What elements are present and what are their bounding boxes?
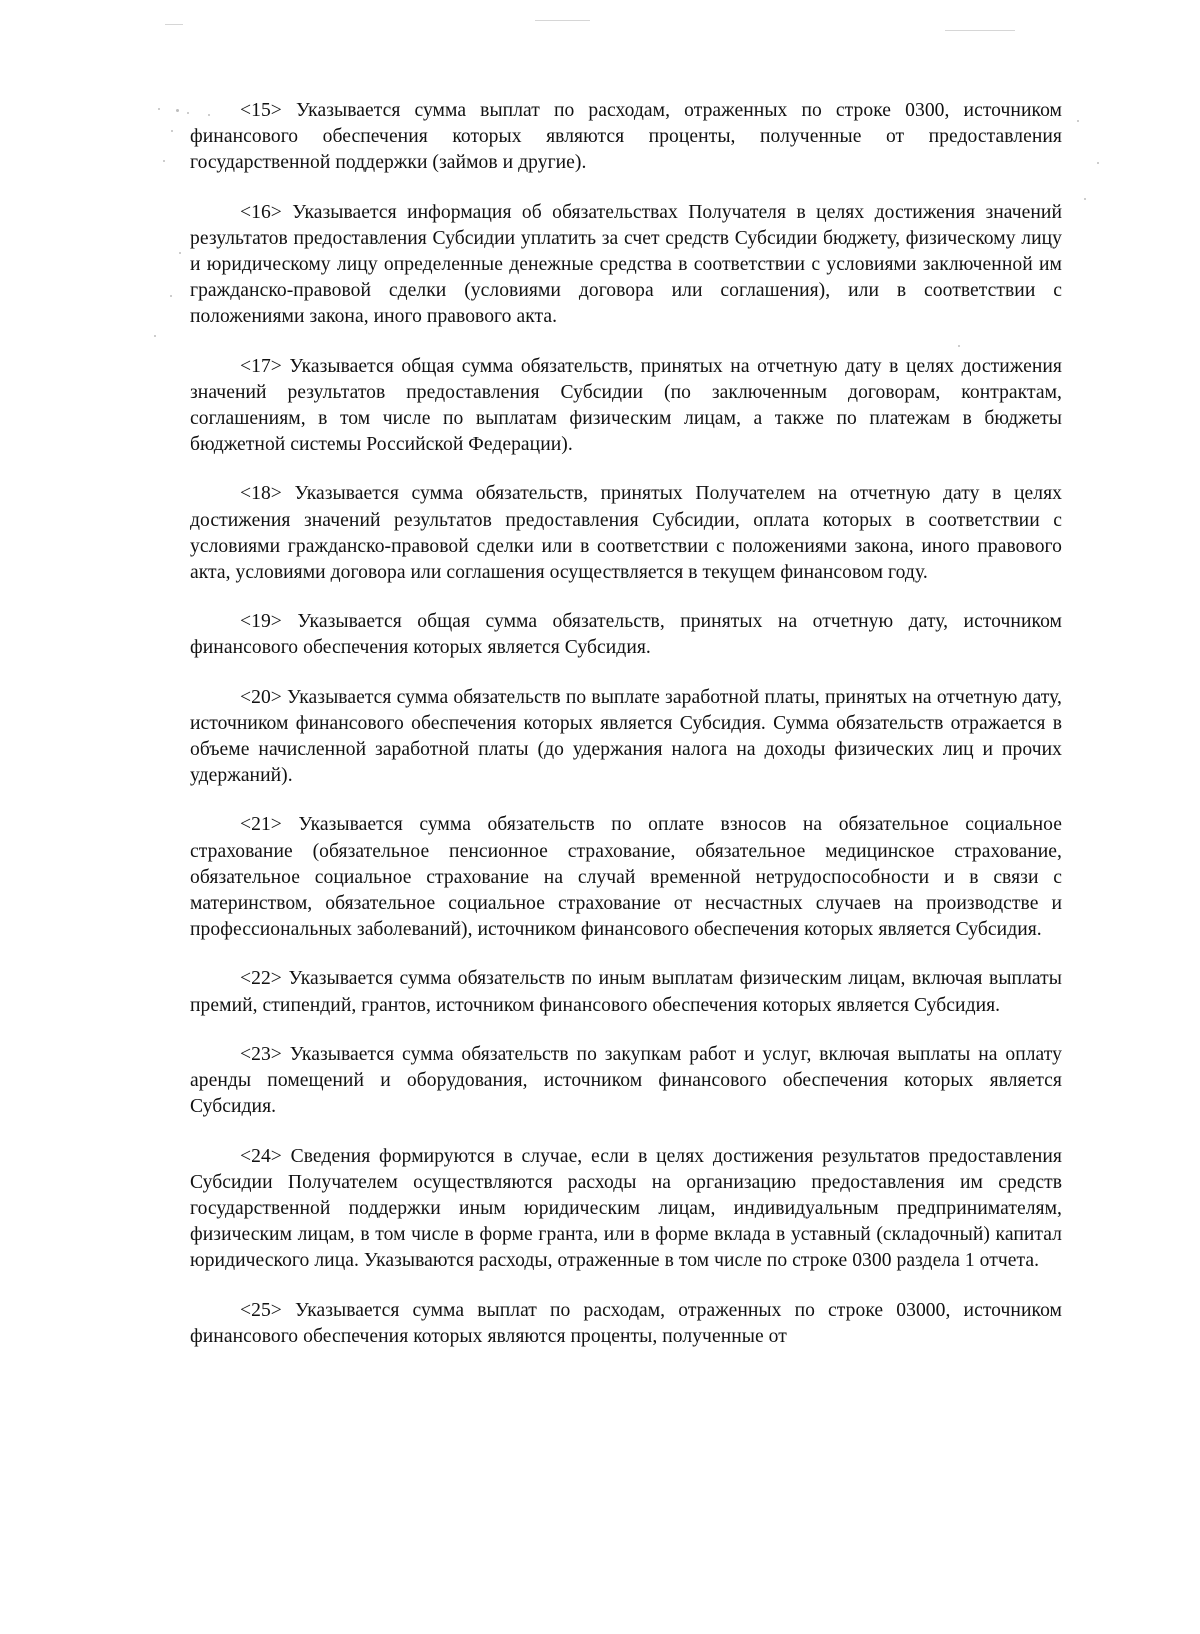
scan-speck (176, 109, 179, 112)
footnote-23: <23> Указывается сумма обязательств по закупкам работ и услуг, включая выплаты на оплату аренды помещений и оборудования, источником финансового обеспечения которых является Субсидия. (190, 1043, 1062, 1118)
scan-noise (165, 24, 183, 25)
scan-speck (179, 252, 181, 254)
footnote-22: <22> Указывается сумма обязательств по иным выплатам физическим лицам, включая выплаты премий, стипендий, грантов, источником финансового обеспечения которых является Субсидия. (190, 968, 1062, 1016)
scan-noise (945, 30, 1015, 31)
scan-speck (170, 295, 172, 297)
footnote-16: <16> Указывается информация об обязательствах Получателя в целях достижения значений результатов предоставления Субсидии уплатить за счет средств Субсидии бюджету, физическому лицу и юридическому лицу определенные денежные средства в соответствии с условиями заключенной им гражданско-правовой сделки (условиями договора или соглашения), или в соответствии с положениями закона, иного правового акта. (190, 201, 1062, 328)
scan-speck (163, 160, 165, 162)
footnote-21: <21> Указывается сумма обязательств по оплате взносов на обязательное социальное страхование (обязательное пенсионное страхование, обязательное медицинское страхование, обязательное социальное страхование на случай временной нетрудоспособности и в связи с материнством, обязательное социальное страхование от несчастных случаев на производстве и профессиональных заболеваний), источником финансового обеспечения которых является Субсидия. (190, 814, 1062, 941)
scan-speck (1097, 162, 1099, 164)
footnotes-body (190, 98, 1062, 1373)
footnote-20: <20> Указывается сумма обязательств по выплате заработной платы, принятых на отчетную дату, источником финансового обеспечения которых является Субсидия. Сумма обязательств отражается в объеме начисленной заработной платы (до удержания налога на доходы физических лиц и прочих удержаний). (190, 686, 1062, 787)
footnote-15: <15> Указывается сумма выплат по расходам, отраженных по строке 0300, источником финансового обеспечения которых являются проценты, полученные от предоставления государственной поддержки (займов и другие). (190, 100, 1062, 174)
scan-speck (1077, 120, 1079, 122)
footnote-19: <19> Указывается общая сумма обязательств, принятых на отчетную дату, источником финансового обеспечения которых является Субсидия. (190, 611, 1062, 659)
scan-speck (158, 108, 160, 110)
footnote-25: <25> Указывается сумма выплат по расходам, отраженных по строке 03000, источником финансового обеспечения которых являются проценты, полученные от (190, 1299, 1062, 1347)
footnote-17: <17> Указывается общая сумма обязательств, принятых на отчетную дату в целях достижения значений результатов предоставления Субсидии (по заключенным договорам, контрактам, соглашениям, в том числе по выплатам физическим лицам, а также по платежам в бюджеты бюджетной системы Российской Федерации). (190, 355, 1062, 456)
scan-speck (154, 335, 156, 337)
scan-speck (171, 130, 173, 132)
footnote-24: <24> Сведения формируются в случае, если в целях достижения результатов предоставления Субсидии Получателем осуществляются расходы на организацию предоставления им средств государственной поддержки иным юридическим лицам, индивидуальным предпринимателям, физическим лицам, в том числе в форме гранта, или в форме вклада в уставный (складочный) капитал юридического лица. Указываются расходы, отраженные в том числе по строке 0300 раздела 1 отчета. (190, 1145, 1062, 1272)
footnote-18: <18> Указывается сумма обязательств, принятых Получателем на отчетную дату в целях достижения значений результатов предоставления Субсидии, оплата которых в соответствии с условиями гражданско-правовой сделки или в соответствии с положениями закона, иного правового акта, условиями договора или соглашения осуществляется в текущем финансовом году. (190, 483, 1062, 584)
scan-speck (1084, 198, 1086, 200)
scan-speck (187, 112, 189, 114)
scan-noise (535, 20, 590, 21)
